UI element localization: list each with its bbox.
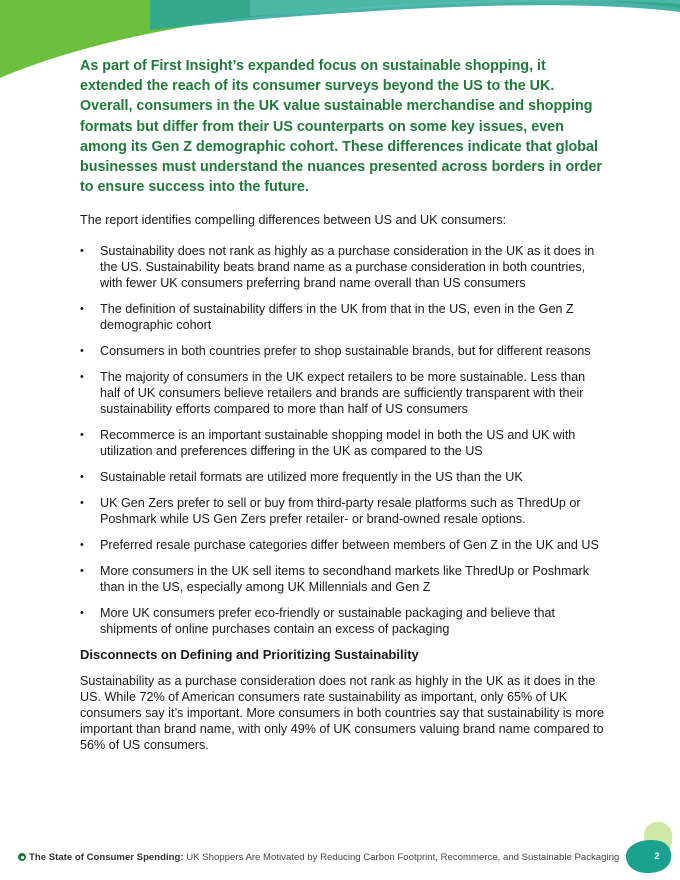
list-item: • Sustainable retail formats are utilized more frequently in the US than the UK: [80, 469, 605, 485]
page-content: [80, 56, 605, 753]
page-number-badge-icon: [620, 818, 676, 876]
differences-list: [80, 243, 605, 637]
section-body: Sustainability as a purchase consideration does not rank as highly in the UK as it does in the US. While 72% of American consumers rate sustainability as important, only 65% of UK consumers say it’s important. More consumers in both countries say that sustainability is more important than brand name, with only 49% of UK consumers valuing brand name compared to 56% of US consumers.: [80, 674, 605, 753]
footer-bullet-icon: [18, 853, 26, 861]
list-item: • UK Gen Zers prefer to sell or buy from third-party resale platforms such as ThredUp or Poshmark while US Gen Zers prefer retailer- or brand-owned resale options.: [80, 495, 605, 527]
list-item: • More UK consumers prefer eco-friendly or sustainable packaging and believe that shipments of online purchases contain an excess of packaging: [80, 605, 605, 637]
footer-title: The State of Consumer Spending:: [29, 852, 184, 863]
section-heading: Disconnects on Defining and Prioritizing Sustainability: [80, 647, 419, 663]
list-item: • Consumers in both countries prefer to shop sustainable brands, but for different reasons: [80, 343, 605, 359]
page-footer: [18, 852, 619, 863]
list-item: • Sustainability does not rank as highly as a purchase consideration in the UK as it does in the US. Sustainability beats brand name as a purchase consideration in both countries, with fewer UK consumers preferring brand name overall than US consumers: [80, 243, 605, 291]
footer-subtitle: UK Shoppers Are Motivated by Reducing Carbon Footprint, Recommerce, and Sustainable Packaging: [183, 852, 620, 863]
list-item: • Recommerce is an important sustainable shopping model in both the US and UK with utilization and preferences differing in the UK as compared to the US: [80, 427, 605, 459]
lead-paragraph: The report identifies compelling differences between US and UK consumers:: [80, 213, 507, 228]
list-item: • The majority of consumers in the UK expect retailers to be more sustainable. Less than half of UK consumers believe retailers and brands are sufficiently transparent with their sustainability efforts compared to more than half of US consumers: [80, 369, 605, 417]
page-number: 2: [654, 851, 660, 861]
list-item: • The definition of sustainability differs in the UK from that in the US, even in the Gen Z demographic cohort: [80, 301, 605, 333]
list-item: • Preferred resale purchase categories differ between members of Gen Z in the UK and US: [80, 537, 605, 553]
intro-paragraph: As part of First Insight’s expanded focus on sustainable shopping, it extended the reach of its consumer surveys beyond the US to the UK. Overall, consumers in the UK value sustainable merchandise and shopping formats but differ from their US counterparts on some key issues, even among its Gen Z demographic cohort. These differences indicate that global businesses must understand the nuances presented across borders in order to ensure success into the future.: [80, 58, 602, 196]
list-item: • More consumers in the UK sell items to secondhand markets like ThredUp or Poshmark than in the US, especially among UK Millennials and Gen Z: [80, 563, 605, 595]
